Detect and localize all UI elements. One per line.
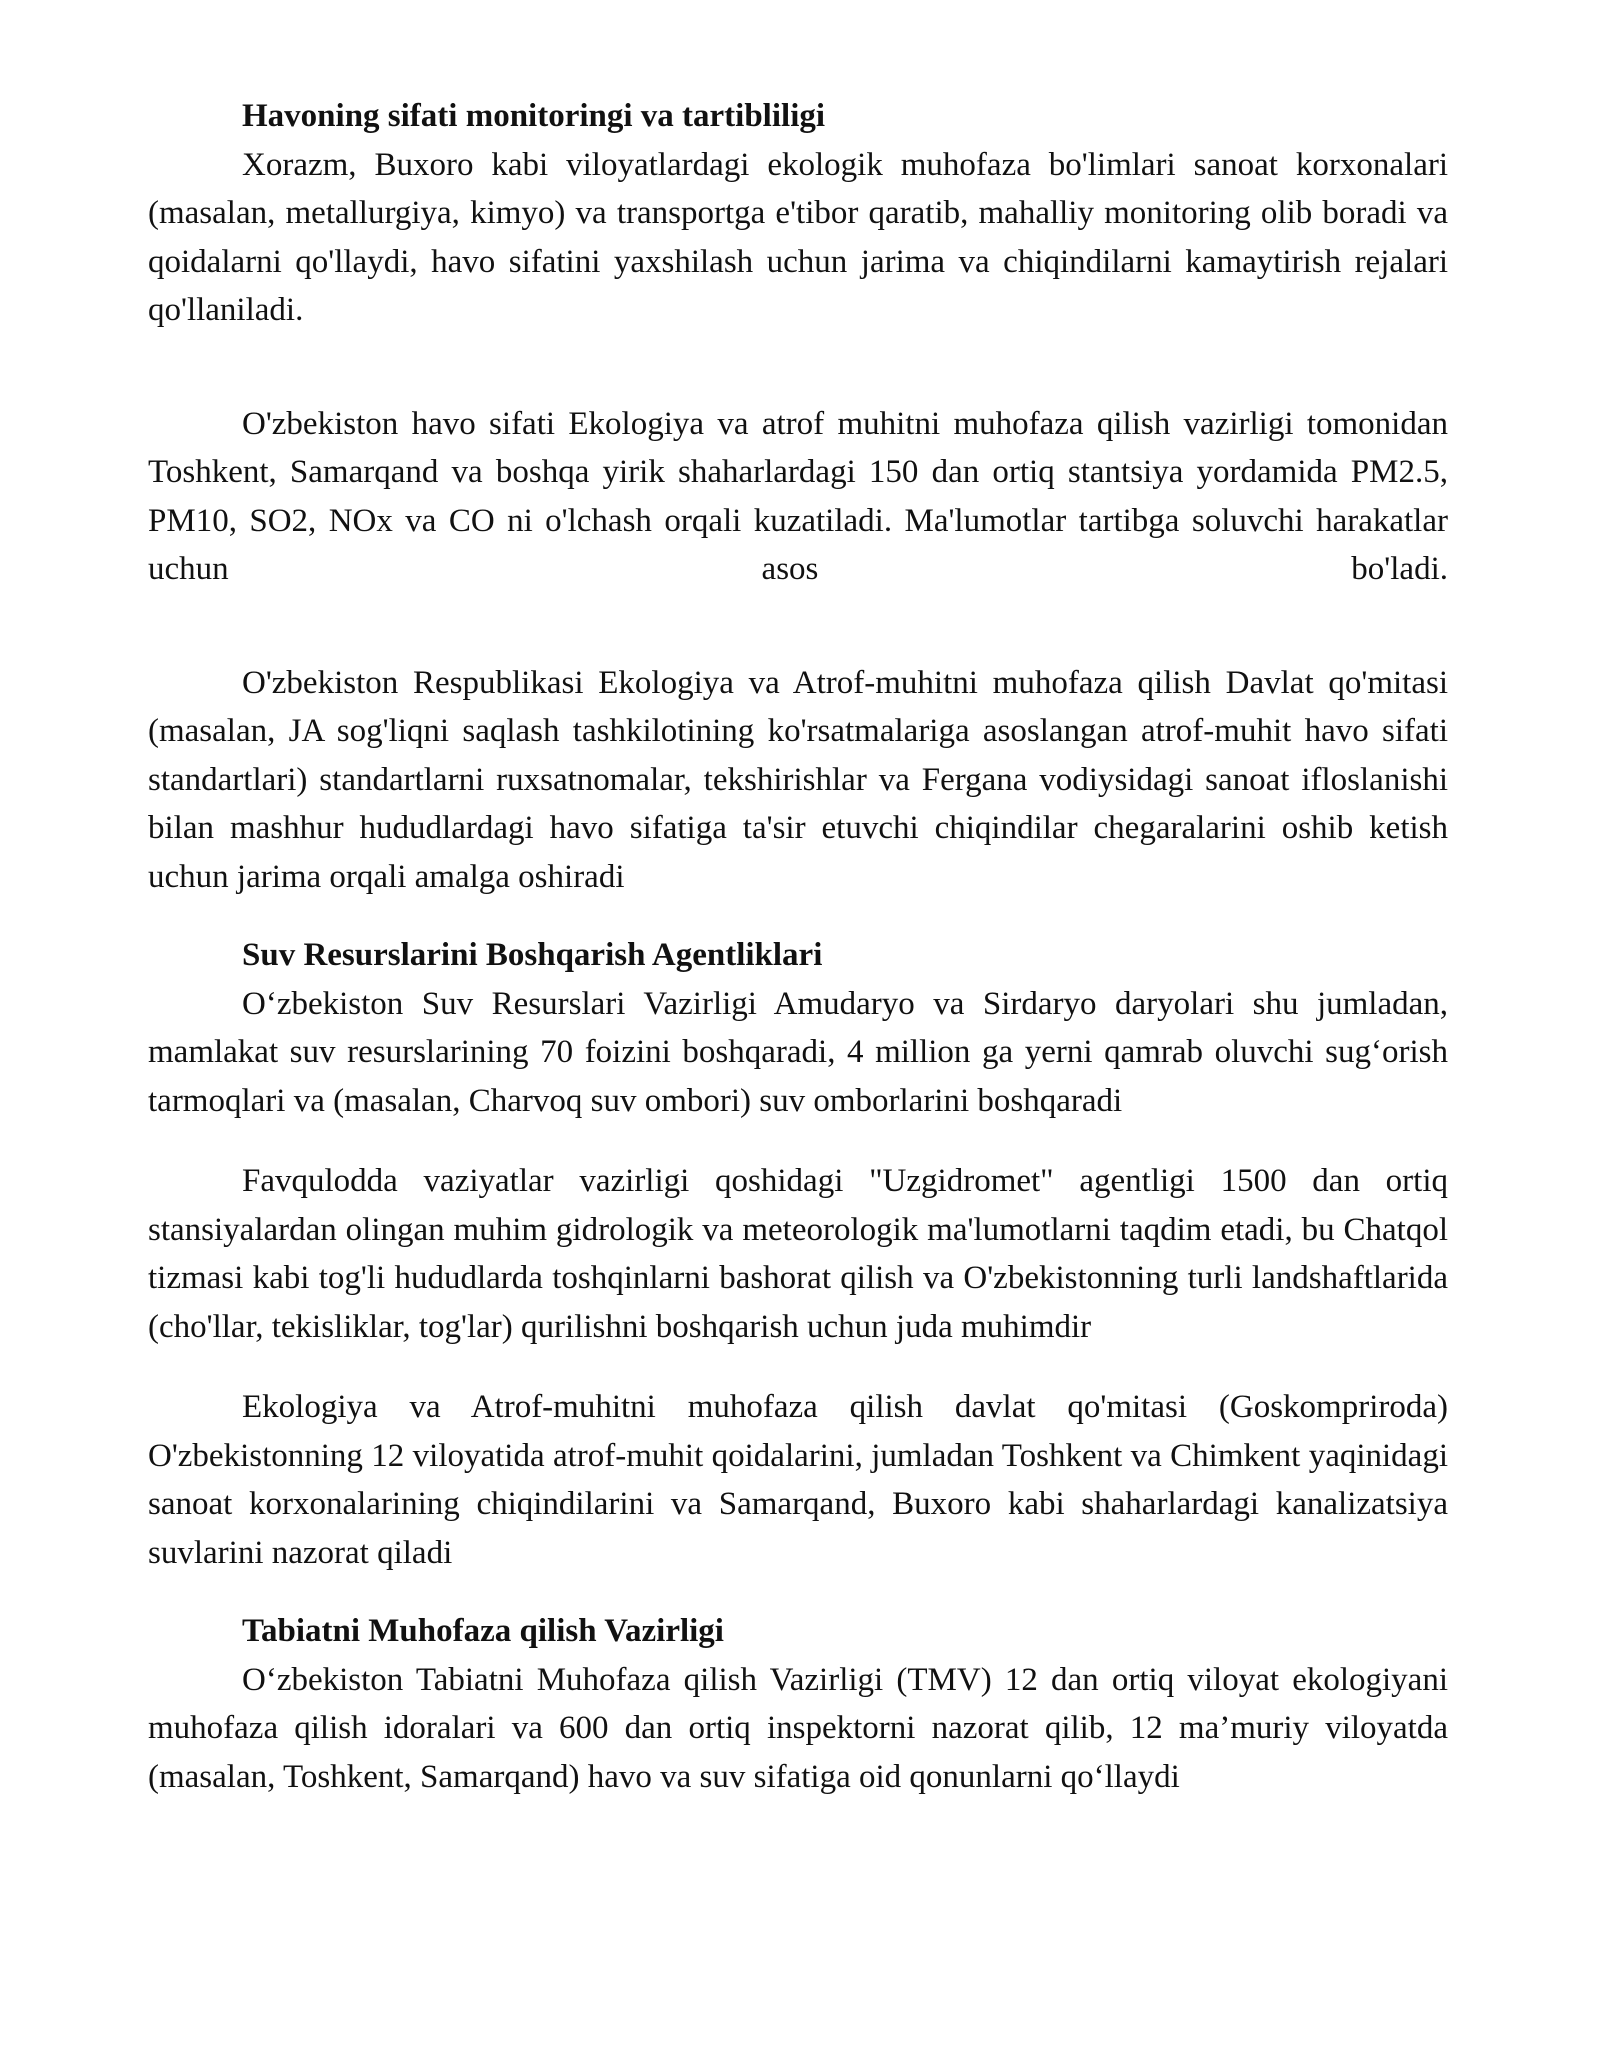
spacer [148,1125,1448,1157]
paragraph: Xorazm, Buxoro kabi viloyatlardagi ekologik muhofaza bo'limlari sanoat korxonalari (masalan, metallurgiya, kimyo) va transportga e'tibor qaratib, mahalliy monitoring olib boradi va qoidalarni qo'llaydi, havo sifatini yaxshilash uchun jarima va chiqindilarni kamaytirish rejalari qo'llaniladi. [148,146,1448,328]
spacer [148,901,1448,931]
section-air-quality [148,92,1448,901]
paragraph: O‘zbekiston Tabiatni Muhofaza qilish Vazirligi (TMV) 12 dan ortiq viloyat ekologiyani muhofaza qilish idoralari va 600 dan ortiq inspektorni nazorat qilib, 12 ma’muriy viloyatda (masalan, Toshkent, Samarqand) havo va suv sifatiga oid qonunlarni qo‘llaydi [148,1661,1448,1795]
section-heading: Havoning sifati monitoringi va tartibliligi [242,98,826,134]
section-water-resources [148,931,1448,1577]
spacer [148,1577,1448,1607]
spacer [148,594,1448,659]
section-nature-protection [148,1607,1448,1801]
spacer [148,1351,1448,1383]
spacer [148,335,1448,400]
paragraph: O'zbekiston Respublikasi Ekologiya va Atrof-muhitni muhofaza qilish Davlat qo'mitasi (masalan, JA sog'liqni saqlash tashkilotining ko'rsatmalariga asoslangan atrof-muhit havo sifati standartlari) standartlarni ruxsatnomalar, tekshirishlar va Fergana vodiysidagi sanoat ifloslanishi bilan mashhur hududlardagi havo sifatiga ta'sir etuvchi chiqindilar chegaralarini oshib ketish uchun jarima orqali amalga oshiradi [148,664,1448,895]
paragraph: Ekologiya va Atrof-muhitni muhofaza qilish davlat qo'mitasi (Goskompriroda) O'zbekistonning 12 viloyatida atrof-muhit qoidalarini, jumladan Toshkent va Chimkent yaqinidagi sanoat korxonalarining chiqindilarini va Samarqand, Buxoro kabi shaharlardagi kanalizatsiya suvlarini nazorat qiladi [148,1389,1448,1571]
paragraph: Favqulodda vaziyatlar vazirligi qoshidagi "Uzgidromet" agentligi 1500 dan ortiq stansiyalardan olingan muhim gidrologik va meteorologik ma'lumotlarni taqdim etadi, bu Chatqol tizmasi kabi tog'li hududlarda toshqinlarni bashorat qilish va O'zbekistonning turli landshaftlarida (cho'llar, tekisliklar, tog'lar) qurilishni boshqarish uchun juda muhimdir [148,1163,1448,1345]
paragraph: O‘zbekiston Suv Resurslari Vazirligi Amudaryo va Sirdaryo daryolari shu jumladan, mamlakat suv resurslarining 70 foizini boshqaradi, 4 million ga yerni qamrab oluvchi sug‘orish tarmoqlari va (masalan, Charvoq suv ombori) suv omborlarini boshqaradi [148,985,1448,1119]
document-page [148,92,1448,1801]
section-heading: Tabiatni Muhofaza qilish Vazirligi [242,1613,724,1649]
paragraph: O'zbekiston havo sifati Ekologiya va atrof muhitni muhofaza qilish vazirligi tomonidan Toshkent, Samarqand va boshqa yirik shaharlardagi 150 dan ortiq stantsiya yordamida PM2.5, PM10, SO2, NOx va CO ni o'lchash orqali kuzatiladi. Ma'lumotlar tartibga soluvchi harakatlar uchun asos bo'ladi. [148,405,1448,587]
section-heading: Suv Resurslarini Boshqarish Agentliklari [242,937,823,973]
